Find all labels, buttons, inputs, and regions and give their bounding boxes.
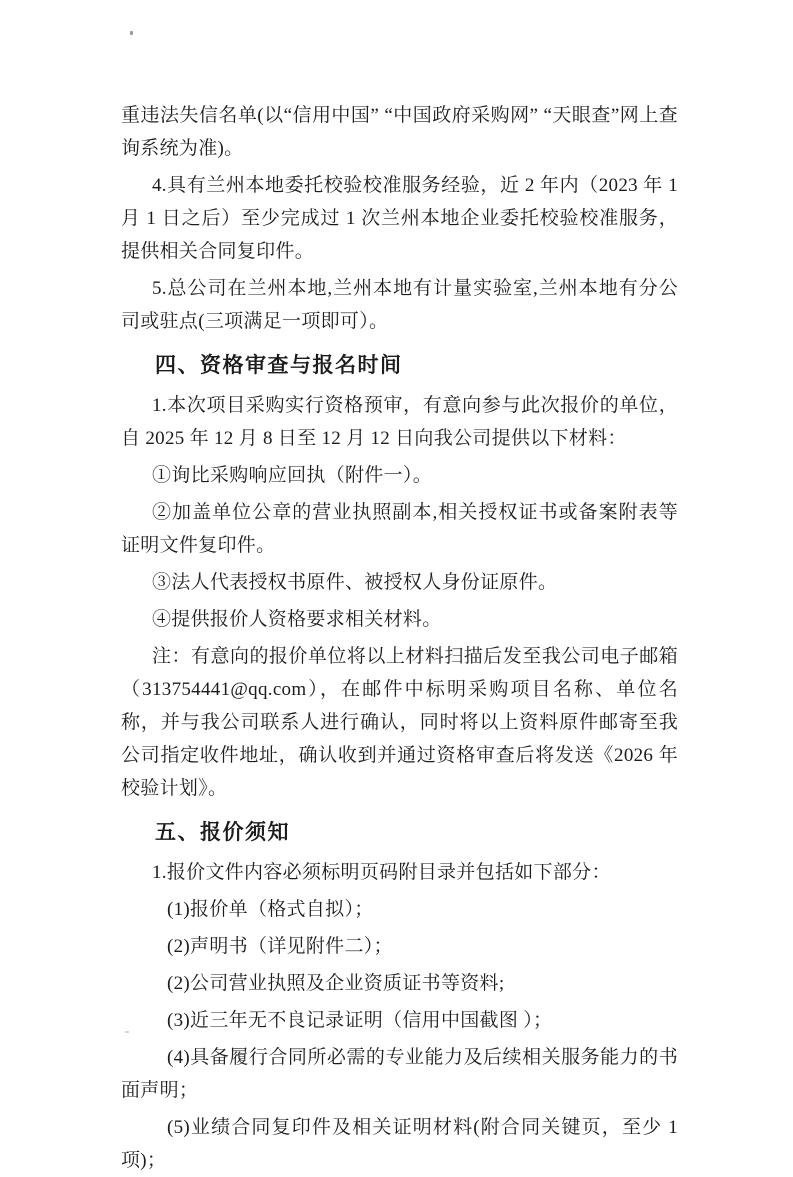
quotation-item-6: (5)业绩合同复印件及相关证明材料(附合同关键页，至少 1 项)； <box>121 1117 678 1171</box>
quotation-intro-paragraph: 1.报价文件内容必须标明页码附目录并包括如下部分： <box>152 862 611 883</box>
review-material-item-1: ①询比采购响应回执（附件一）。 <box>152 465 433 486</box>
continuation-paragraph: 重违法失信名单(以“信用中国” “中国政府采购网” “天眼查”网上查询系统为准)。 <box>121 105 678 159</box>
document-body <box>121 99 678 1177</box>
qualification-item-4: 4.具有兰州本地委托校验校准服务经验，近 2 年内（2023 年 1 月 1 日之后）至少完成过 1 次兰州本地企业委托校验校准服务，提供相关合同复印件。 <box>121 175 678 262</box>
quotation-item-2: (2)声明书（详见附件二）； <box>167 936 393 957</box>
quotation-item-4: (3)近三年无不良记录证明（信用中国截图 ）； <box>167 1010 553 1031</box>
quotation-item-1: (1)报价单（格式自拟）； <box>167 899 374 920</box>
qualification-item-5: 5.总公司在兰州本地,兰州本地有计量实验室,兰州本地有分公司或驻点(三项满足一项即可）。 <box>121 278 678 332</box>
scan-artifact-speck <box>130 31 133 35</box>
review-note-paragraph: 注：有意向的报价单位将以上材料扫描后发至我公司电子邮箱（313754441@qq.com），在邮件中标明采购项目名称、单位名称，并与我公司联系人进行确认，同时将以上资料原件邮寄至我公司指定收件地址，确认收到并通过资格审查后将发送《2026 年校验计划》。 <box>121 646 678 799</box>
review-material-item-2: ②加盖单位公章的营业执照副本,相关授权证书或备案附表等证明文件复印件。 <box>121 502 678 556</box>
review-material-item-4: ④提供报价人资格要求相关材料。 <box>152 609 442 630</box>
section-heading-quotation: 五、报价须知 <box>155 821 290 844</box>
quotation-item-3: (2)公司营业执照及企业资质证书等资料; <box>167 973 505 994</box>
quotation-item-5: (4)具备履行合同所必需的专业能力及后续相关服务能力的书面声明； <box>121 1047 678 1101</box>
review-material-item-3: ③法人代表授权书原件、被授权人身份证原件。 <box>152 572 558 593</box>
section-heading-review: 四、资格审查与报名时间 <box>155 354 403 377</box>
review-intro-paragraph: 1.本次项目采购实行资格预审，有意向参与此次报价的单位，自 2025 年 12 月 8 日至 12 月 12 日向我公司提供以下材料： <box>121 395 678 449</box>
